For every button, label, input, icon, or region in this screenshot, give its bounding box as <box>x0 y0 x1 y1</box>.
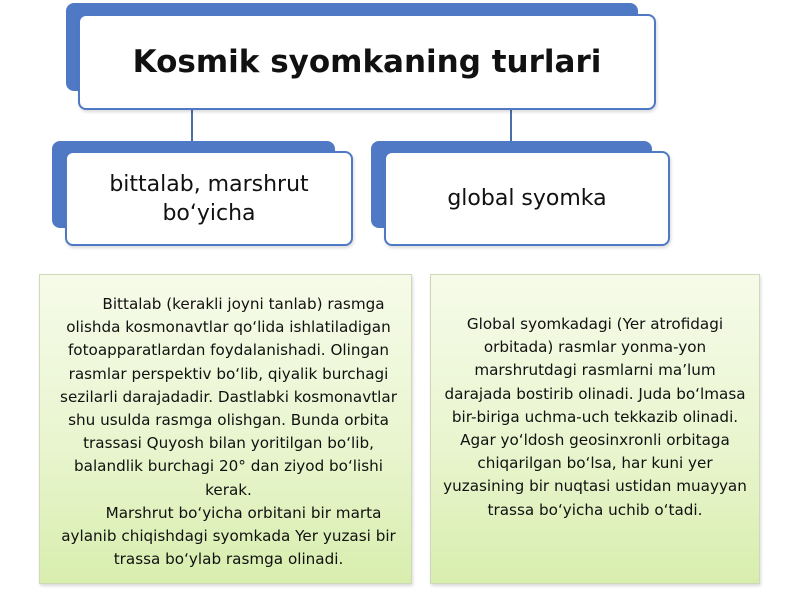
branch-box-global <box>384 151 670 246</box>
diagram-title: Kosmik syomkaning turlari <box>132 44 602 80</box>
connector-right <box>510 110 512 142</box>
branch-label-targeted: bittalab, marshrut bo‘yicha <box>109 171 309 226</box>
note-global-paragraph-1: Global syomkadagi (Yer atrofidagi orbitada) rasmlar yonma-yon marshrutdagi rasmlarni ma’lum darajada bostirib olinadi. Juda bo‘lmasa bir-biriga uchma-uch tekkazib olinadi. Agar yo‘ldosh geosinxronli orbitaga chiqarilgan bo‘lsa, har kuni yer yuzasining bir nuqtasi ustidan muayyan trassa bo‘yicha uchib o‘tadi. <box>443 315 747 519</box>
connector-left <box>191 110 193 142</box>
branch-label-global: global syomka <box>447 186 607 211</box>
branch-box-targeted <box>65 151 353 246</box>
note-targeted-paragraph-2: Marshrut bo‘yicha orbitani bir marta aylanib chiqishdagi syomkada Yer yuzasi bir trassa bo‘ylab rasmga olinadi. <box>61 503 396 569</box>
note-targeted <box>39 274 412 584</box>
note-targeted-paragraph-1: Bittalab (kerakli joyni tanlab) rasmga olishda kosmonavtlar qo‘lida ishlatiladigan fotoapparatlardan foydalanishadi. Olingan rasmlar perspektiv bo‘lib, qiyalik burchagi sezilarli darajadadir. Dastlabki kosmonavtlar shu usulda rasmga olishgan. Bunda orbita trassasi Quyosh bilan yoritilgan bo‘lib, balandlik burchagi 20° dan ziyod bo‘lishi kerak. <box>60 295 397 499</box>
note-global <box>430 274 760 584</box>
title-box <box>78 14 656 110</box>
